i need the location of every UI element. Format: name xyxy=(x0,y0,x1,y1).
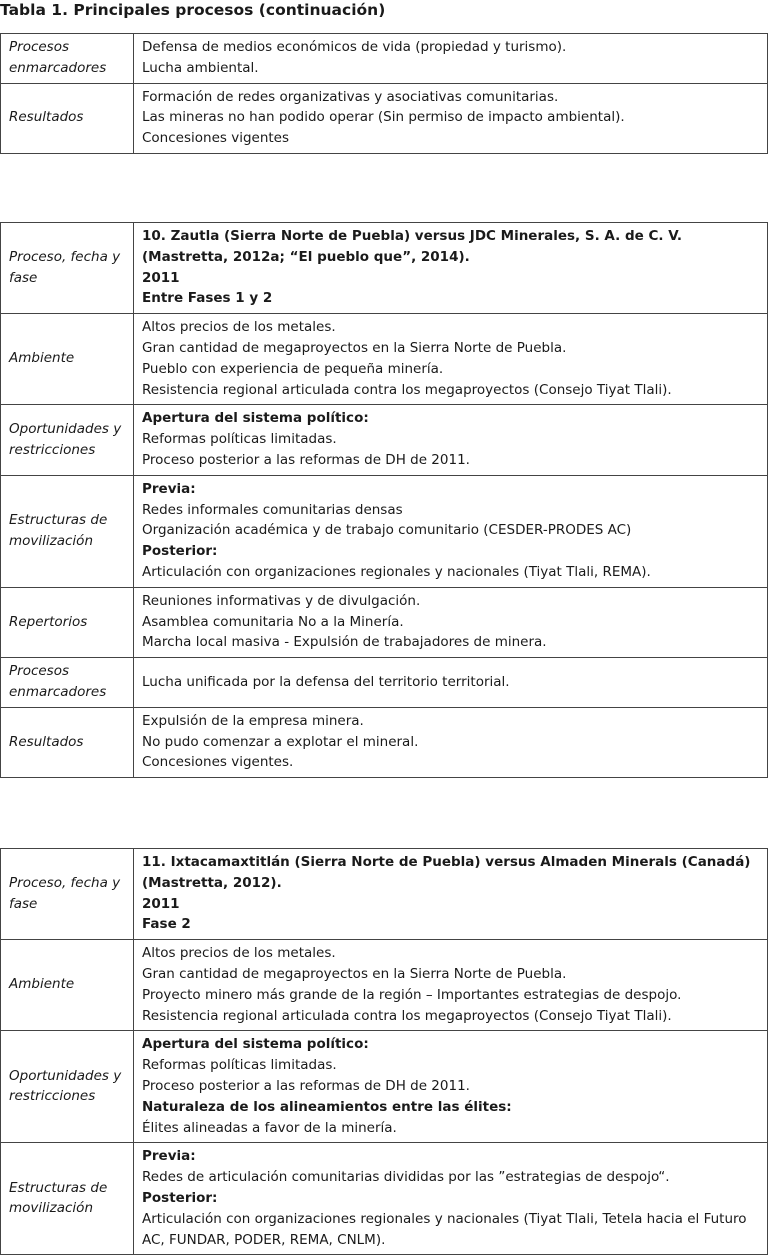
text-line: Gran cantidad de megaproyectos en la Sierra Norte de Puebla. xyxy=(142,965,567,982)
text-line: Articulación con organizaciones regionales y nacionales (Tiyat Tlali, REMA). xyxy=(142,563,651,580)
table-row xyxy=(1,658,768,708)
row-label: Oportunidades y restricciones xyxy=(1,405,134,475)
table-row xyxy=(1,405,768,475)
row-content xyxy=(134,34,768,84)
table-row xyxy=(1,707,768,777)
table-row xyxy=(1,83,768,153)
process-table-continuation xyxy=(0,33,768,154)
bold-text-line: 2011 xyxy=(142,895,180,912)
text-line: Élites alineadas a favor de la minería. xyxy=(142,1119,397,1136)
text-line: Gran cantidad de megaproyectos en la Sierra Norte de Puebla. xyxy=(142,339,567,356)
row-content xyxy=(134,1143,768,1255)
bold-text-line: 10. Zautla (Sierra Norte de Puebla) versus JDC Minerales, S. A. de C. V. (Mastretta, 2012a; “El pueblo que”, 2014). xyxy=(142,228,683,265)
table-row xyxy=(1,34,768,84)
text-line: Proceso posterior a las reformas de DH de 2011. xyxy=(142,451,470,468)
row-label: Ambiente xyxy=(1,940,134,1031)
row-content xyxy=(134,587,768,657)
text-line: Redes informales comunitarias densas xyxy=(142,501,403,518)
table-title: Tabla 1. Principales procesos (continuación) xyxy=(0,1,386,19)
text-line: Reformas políticas limitadas. xyxy=(142,1057,337,1074)
bold-text-line: Fase 2 xyxy=(142,916,191,933)
text-line: Resistencia regional articulada contra los megaproyectos (Consejo Tiyat Tlali). xyxy=(142,381,672,398)
row-label: Procesos enmarcadores xyxy=(1,658,134,708)
text-line: Pueblo con experiencia de pequeña minería. xyxy=(142,360,444,377)
bold-text-line: Previa: xyxy=(142,1148,196,1165)
table-row xyxy=(1,940,768,1031)
bold-text-line: 11. Ixtacamaxtitlán (Sierra Norte de Puebla) versus Almaden Minerals (Canadá) (Mastretta, 2012). xyxy=(142,854,751,891)
row-content xyxy=(134,707,768,777)
text-line: Asamblea comunitaria No a la Minería. xyxy=(142,613,404,630)
text-line: Reformas políticas limitadas. xyxy=(142,431,337,448)
row-content xyxy=(134,223,768,314)
row-label: Estructuras de movilización xyxy=(1,1143,134,1255)
text-line: Redes de articulación comunitarias divididas por las ”estrategias de despojo“. xyxy=(142,1169,670,1186)
text-line: Reuniones informativas y de divulgación. xyxy=(142,592,421,609)
text-line: Las mineras no han podido operar (Sin permiso de impacto ambiental). xyxy=(142,109,625,126)
text-line: Proyecto minero más grande de la región – Importantes estrategias de despojo. xyxy=(142,986,682,1003)
process-table-ixtacamaxtitlan xyxy=(0,848,768,1255)
table-row xyxy=(1,587,768,657)
row-label: Resultados xyxy=(1,707,134,777)
row-content xyxy=(134,405,768,475)
row-content xyxy=(134,1031,768,1143)
bold-text-line: Posterior: xyxy=(142,543,218,560)
row-label: Oportunidades y restricciones xyxy=(1,1031,134,1143)
bold-text-line: Apertura del sistema político: xyxy=(142,1036,369,1053)
row-label: Repertorios xyxy=(1,587,134,657)
bold-text-line: Entre Fases 1 y 2 xyxy=(142,290,273,307)
row-label: Procesos enmarcadores xyxy=(1,34,134,84)
text-line: Proceso posterior a las reformas de DH de 2011. xyxy=(142,1077,470,1094)
bold-text-line: Naturaleza de los alineamientos entre las élites: xyxy=(142,1098,512,1115)
text-line: Concesiones vigentes. xyxy=(142,754,294,771)
table-row xyxy=(1,223,768,314)
bold-text-line: 2011 xyxy=(142,269,180,286)
table-row xyxy=(1,475,768,587)
text-line: Lucha unificada por la defensa del territorio territorial. xyxy=(142,673,510,690)
table-row xyxy=(1,314,768,405)
text-line: Altos precios de los metales. xyxy=(142,319,336,336)
row-content xyxy=(134,314,768,405)
bold-text-line: Apertura del sistema político: xyxy=(142,410,369,427)
text-line: Altos precios de los metales. xyxy=(142,945,336,962)
text-line: Resistencia regional articulada contra los megaproyectos (Consejo Tiyat Tlali). xyxy=(142,1007,672,1024)
text-line: Defensa de medios económicos de vida (propiedad y turismo). xyxy=(142,39,567,55)
row-content xyxy=(134,475,768,587)
row-content xyxy=(134,940,768,1031)
table-row xyxy=(1,849,768,940)
text-line: Articulación con organizaciones regionales y nacionales (Tiyat Tlali, Tetela hacia el Futuro AC, FUNDAR, PODER, REMA, CNLM). xyxy=(142,1210,747,1248)
text-line: Organización académica y de trabajo comunitario (CESDER-PRODES AC) xyxy=(142,522,632,539)
text-line: Concesiones vigentes xyxy=(142,130,290,147)
bold-text-line: Previa: xyxy=(142,480,196,497)
text-line: No pudo comenzar a explotar el mineral. xyxy=(142,733,419,750)
row-label: Proceso, fecha y fase xyxy=(1,849,134,940)
row-label: Resultados xyxy=(1,83,134,153)
row-label: Proceso, fecha y fase xyxy=(1,223,134,314)
row-content xyxy=(134,83,768,153)
text-line: Lucha ambiental. xyxy=(142,59,259,76)
row-label: Ambiente xyxy=(1,314,134,405)
table-row xyxy=(1,1143,768,1255)
text-line: Marcha local masiva - Expulsión de trabajadores de minera. xyxy=(142,634,547,651)
process-table-zautla xyxy=(0,222,768,778)
table-row xyxy=(1,1031,768,1143)
text-line: Expulsión de la empresa minera. xyxy=(142,712,364,729)
text-line: Formación de redes organizativas y asociativas comunitarias. xyxy=(142,88,559,105)
row-label: Estructuras de movilización xyxy=(1,475,134,587)
bold-text-line: Posterior: xyxy=(142,1189,218,1206)
row-content xyxy=(134,658,768,708)
row-content xyxy=(134,849,768,940)
